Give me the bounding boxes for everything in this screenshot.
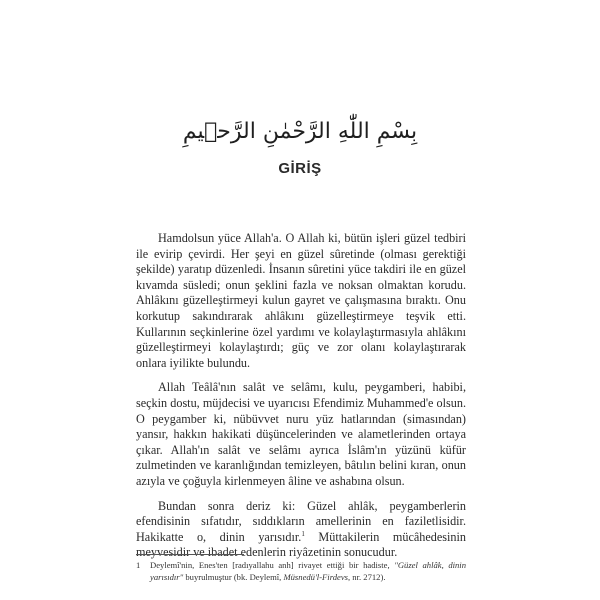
footnote-text-part: buyrulmuştur (bk. Deylemî, xyxy=(183,572,284,582)
paragraph-3 xyxy=(136,499,466,561)
footnote-1 xyxy=(136,559,466,583)
paragraph-2: Allah Teâlâ'nın salât ve selâmı, kulu, peygamberi, habibi, seçkin dostu, müjdecisi ve uyarıcısı Efendimiz Muhammed'e olsun. O peygamber ki, nübüvvet nuru yüz hatlarından (simasından) yansır, hakkın hakikati düşüncelerinden ve alametlerinden ortaya çıkar. Allah'ın salât ve selâmı ayrıca İslâm'ın yüzünü küfür zulmetinden ve karanlığından temizleyen, bâtılın belini kıran, onun azıyla ve çoğuyla kirlenmeyen âline ve ashabına olsun. xyxy=(136,380,466,488)
footnote-quote: "Güzel ahlâk, dinin yarısıdır" xyxy=(150,560,466,582)
footnote-number: 1 xyxy=(136,560,141,570)
footnote-text-part: Deylemî'nin, Enes'ten [radıyallahu anh] rivayet ettiği bir hadiste, xyxy=(150,560,395,570)
chapter-title: GİRİŞ xyxy=(278,160,322,177)
paragraph-1: Hamdolsun yüce Allah'a. O Allah ki, bütün işleri güzel tedbiri ile evirip çevirdi. Her şeyi en güzel sûretinde (olması gerektiği şekilde) yaratıp düzenledi. İnsanın sûretini yüce takdiri ile en güzel kıvamda süsledi; onun şeklini fazla ve noksan olmaktan korudu. Ahlâkını güzelleştirmeyi kulun gayret ve çalışmasına bıraktı. Onu korkutup sakındırarak ahlâkını güzelleştirmeye teşvik etti. Kullarının seçkinlerine özel yardımı ve kolaylaştırmasıyla ahlâkını güzelleştirmeyi kolaylaştırdı; güç ve zor olanı kolaylaştırarak onlara iyilikte bulundu. xyxy=(136,231,466,370)
footnote-divider xyxy=(136,554,244,555)
basmala-calligraphy: بِسْمِ اللّٰهِ الرَّحْمٰنِ الرَّح۪يمِ xyxy=(182,119,418,144)
body-text xyxy=(136,231,466,561)
footnote-text xyxy=(150,559,466,583)
footnote-reference[interactable]: 1 xyxy=(301,529,305,538)
footnote-source-title: Müsnedü'l-Firdevs xyxy=(283,572,348,582)
paragraph-3-text-b: Müttakilerin mücâhedesinin meyvesidir ve ibadet edenlerin riyâzetinin sonucudur. xyxy=(136,529,467,560)
footnote-text-part: , nr. 2712). xyxy=(348,572,386,582)
paragraph-3-text-a: Bundan sonra deriz ki: Güzel ahlâk, peygamberlerin efendisinin sıfatıdır, sıddıkların amellerinin en faziletlisidir. Hakikatte o, dinin yarısıdır. xyxy=(136,498,466,544)
footnotes xyxy=(136,559,466,583)
